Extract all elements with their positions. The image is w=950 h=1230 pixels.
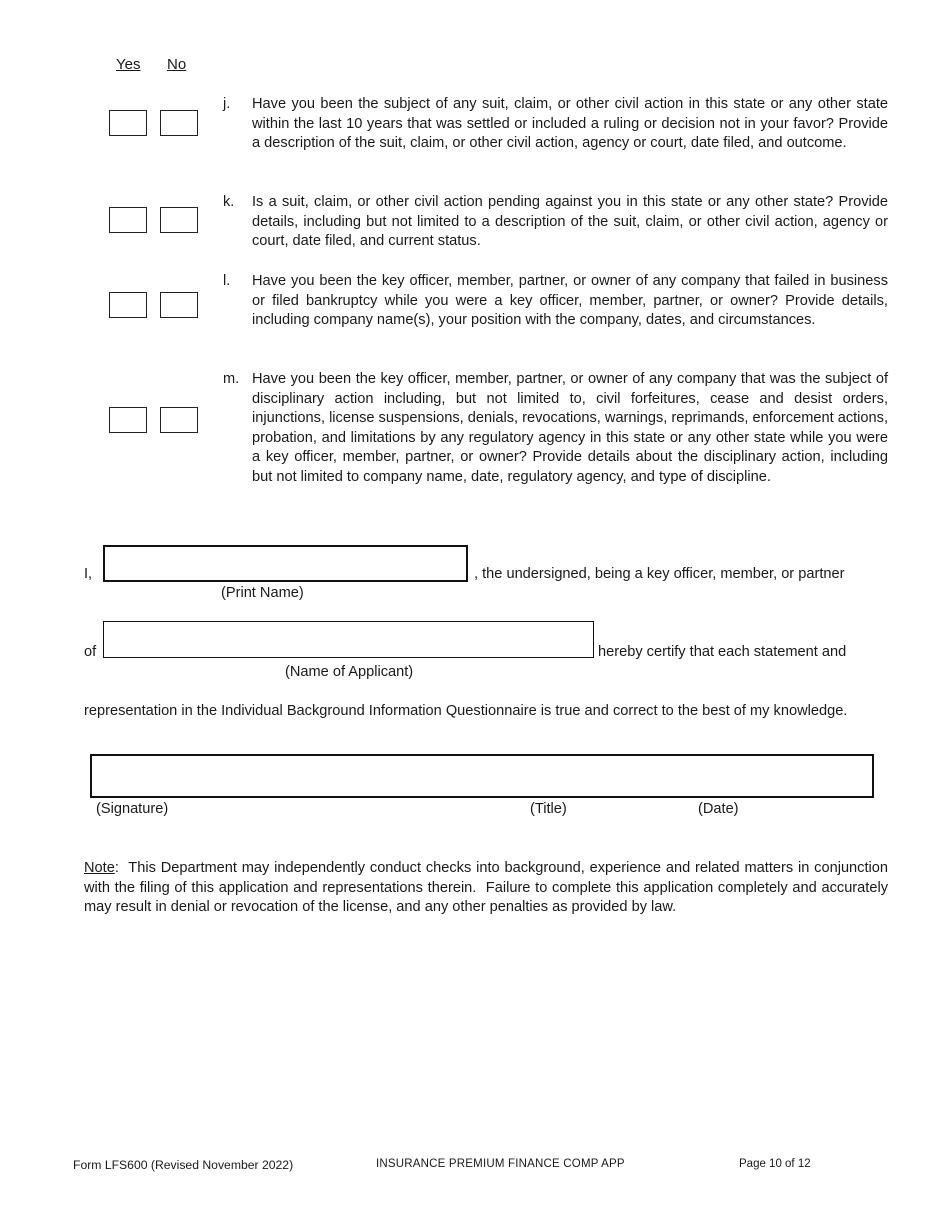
note-paragraph	[84, 859, 893, 918]
print-name-field[interactable]	[103, 545, 468, 582]
question-l-text: Have you been the key officer, member, partner, or owner of any company that failed in business or filed bankruptcy while you were a key officer, member, partner, or owner? Provide details, including company name(s), your position with the company, dates, and circumstances.	[252, 273, 888, 329]
question-m-letter: m.	[223, 371, 240, 387]
question-j-yes-checkbox[interactable]	[109, 110, 147, 136]
question-j-letter: j.	[223, 96, 231, 112]
question-k-letter: k.	[223, 194, 235, 210]
footer-document-title: INSURANCE PREMIUM FINANCE COMP APP	[376, 1158, 625, 1170]
signature-label: (Signature)	[96, 801, 169, 817]
question-k-yes-checkbox[interactable]	[109, 207, 147, 233]
question-m-yes-checkbox[interactable]	[109, 407, 147, 433]
yes-column-header: Yes	[116, 56, 141, 73]
question-k-no-checkbox[interactable]	[160, 207, 198, 233]
certify-after-applicant-text: hereby certify that each statement and	[598, 644, 847, 660]
date-label: (Date)	[698, 801, 739, 817]
footer-form-id: Form LFS600 (Revised November 2022)	[73, 1158, 294, 1172]
question-l-yes-checkbox[interactable]	[109, 292, 147, 318]
note-label: Note	[84, 860, 115, 876]
question-m-text: Have you been the key officer, member, partner, or owner of any company that was the subject of disciplinary action including, but not limited to, civil forfeitures, cease and desist orders, injunctions, license suspensions, denials, revocations, warnings, reprimands, enforcement actions, probation, and limitations by any regulatory agency in this state or any other state while you were a key officer, member, partner, or owner? Provide details about the disciplinary action, including but not limited to company name, date, regulatory agency, and type of discipline.	[252, 371, 888, 485]
question-j-no-checkbox[interactable]	[160, 110, 198, 136]
question-j-text: Have you been the subject of any suit, claim, or other civil action in this state or any other state within the last 10 years that was settled or included a ruling or decision not in your favor? Provide a description of the suit, claim, or other civil action, agency or court, date filed, and outcome.	[252, 96, 888, 152]
certify-prefix-of: of	[84, 644, 97, 660]
question-m-no-checkbox[interactable]	[160, 407, 198, 433]
note-colon: :	[114, 860, 119, 876]
footer-page-number: Page 10 of 12	[739, 1158, 811, 1170]
title-label: (Title)	[530, 801, 567, 817]
note-text: This Department may independently conduct checks into background, experience and related matters in conjunction with the filing of this application and representations therein. Failure to complete this application completely and accurately may result in denial or revocation of the license, and any other penalties as provided by law.	[84, 860, 893, 916]
question-l-letter: l.	[223, 273, 231, 289]
certify-after-name-text: , the undersigned, being a key officer, member, or partner	[474, 566, 845, 582]
signature-title-date-field[interactable]	[90, 754, 874, 798]
no-column-header: No	[167, 56, 187, 73]
question-k-text: Is a suit, claim, or other civil action pending against you in this state or any other state? Provide details, including but not limited to a description of the suit, claim, or other civil action, agency or court, date filed, and current status.	[252, 194, 888, 250]
applicant-name-label: (Name of Applicant)	[285, 664, 414, 680]
print-name-label: (Print Name)	[221, 585, 304, 601]
applicant-name-field[interactable]	[103, 621, 594, 658]
certify-prefix-i: I,	[84, 566, 93, 582]
question-l-no-checkbox[interactable]	[160, 292, 198, 318]
certification-statement: representation in the Individual Background Information Questionnaire is true and correct to the best of my knowledge.	[84, 703, 848, 719]
